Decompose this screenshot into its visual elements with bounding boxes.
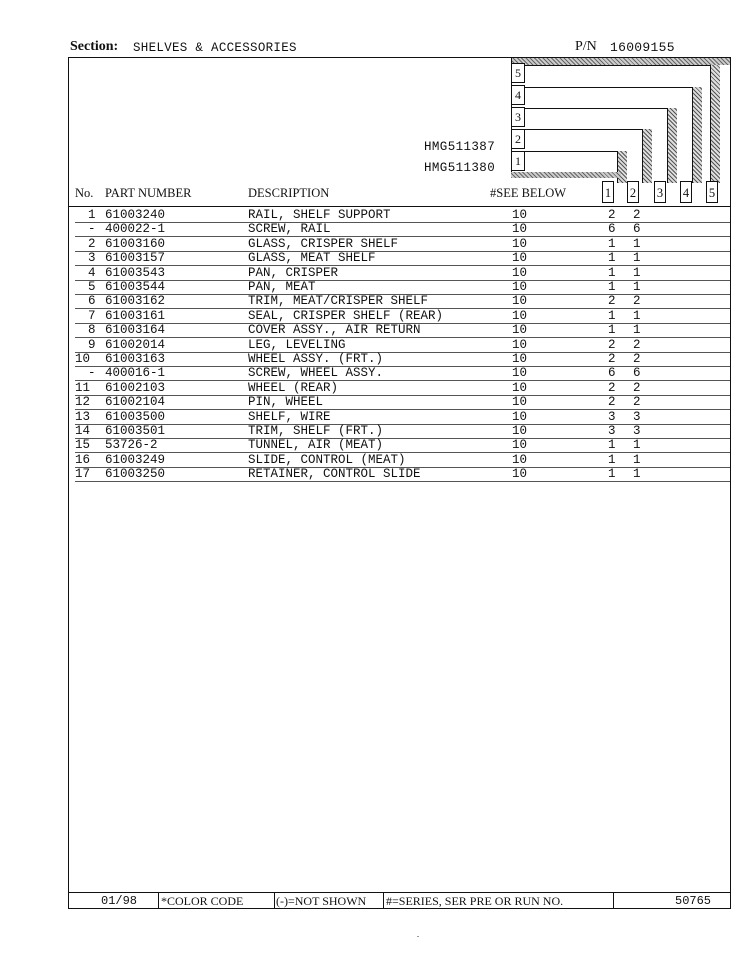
table-row — [0, 294, 750, 308]
column-header-see-below: #SEE BELOW — [490, 186, 567, 200]
row-qty-series-2: 1 — [633, 323, 641, 338]
row-description: TRIM, MEAT/CRISPER SHELF — [248, 294, 429, 309]
footer-page-number: 50765 — [675, 894, 712, 908]
row-qty-series-1: 1 — [608, 265, 616, 280]
row-number: 1 — [88, 208, 96, 222]
part-number-value: 16009155 — [610, 40, 675, 55]
row-description: RETAINER, CONTROL SLIDE — [248, 467, 421, 482]
row-part-number: 61003544 — [105, 280, 166, 294]
row-description: SHELF, WIRE — [248, 409, 331, 424]
table-row — [0, 208, 750, 222]
row-description: SLIDE, CONTROL (MEAT) — [248, 452, 406, 467]
row-qty-series-1: 1 — [608, 236, 616, 251]
row-part-number: 61003500 — [105, 409, 166, 424]
row-description: GLASS, CRISPER SHELF — [248, 236, 399, 251]
row-qty-series-2: 6 — [633, 366, 641, 381]
row-code: 10 — [512, 409, 528, 424]
row-description: TRIM, SHELF (FRT.) — [248, 424, 384, 438]
row-part-number: 61003157 — [105, 251, 166, 266]
footer-date: 01/98 — [101, 894, 138, 908]
model-number-2: HMG511380 — [424, 161, 496, 175]
row-qty-series-1: 1 — [608, 308, 616, 323]
row-qty-series-2: 2 — [633, 208, 641, 222]
row-number: 3 — [88, 251, 96, 266]
row-number: 12 — [75, 395, 91, 410]
row-part-number: 53726-2 — [105, 438, 158, 453]
column-header-series-5: 5 — [706, 181, 718, 203]
row-description: WHEEL ASSY. (FRT.) — [248, 352, 384, 366]
row-description: PAN, MEAT — [248, 280, 316, 294]
row-qty-series-1: 3 — [608, 409, 616, 424]
footer-color-code: *COLOR CODE — [161, 894, 244, 908]
row-qty-series-1: 2 — [608, 380, 616, 395]
row-part-number: 61003161 — [105, 308, 166, 323]
row-qty-series-1: 1 — [608, 438, 616, 453]
row-part-number: 61003250 — [105, 467, 166, 482]
table-row — [0, 381, 750, 395]
series-box-4: 4 — [511, 85, 525, 105]
row-qty-series-1: 2 — [608, 395, 616, 410]
row-number: 4 — [88, 265, 96, 280]
row-part-number: 61003163 — [105, 352, 166, 366]
row-part-number: 61003501 — [105, 424, 166, 438]
table-row — [0, 395, 750, 409]
row-code: 10 — [512, 424, 528, 438]
section-name: SHELVES & ACCESSORIES — [133, 41, 297, 55]
row-part-number: 61002104 — [105, 395, 166, 410]
series-box-5: 5 — [511, 63, 525, 83]
row-description: GLASS, MEAT SHELF — [248, 251, 376, 266]
row-description: SEAL, CRISPER SHELF (REAR) — [248, 308, 444, 323]
table-row — [0, 222, 750, 236]
row-code: 10 — [512, 265, 528, 280]
table-row — [0, 410, 750, 424]
row-part-number: 61003240 — [105, 208, 166, 222]
model-number-1: HMG511387 — [424, 140, 496, 154]
row-code: 10 — [512, 280, 528, 294]
row-qty-series-2: 6 — [633, 222, 641, 237]
series-box-2: 2 — [511, 129, 525, 149]
row-code: 10 — [512, 323, 528, 338]
row-number: 5 — [88, 280, 96, 294]
table-row — [0, 338, 750, 352]
row-qty-series-1: 1 — [608, 251, 616, 266]
row-description: PIN, WHEEL — [248, 395, 324, 410]
row-part-number: 61002014 — [105, 337, 166, 352]
row-qty-series-2: 3 — [633, 424, 641, 438]
row-qty-series-1: 2 — [608, 337, 616, 352]
row-number: 2 — [88, 236, 96, 251]
row-number: 15 — [75, 438, 91, 453]
row-qty-series-2: 2 — [633, 352, 641, 366]
column-header-series-4: 4 — [680, 181, 692, 203]
row-part-number: 61003162 — [105, 294, 166, 309]
row-qty-series-2: 1 — [633, 438, 641, 453]
footer-series-note: #=SERIES, SER PRE OR RUN NO. — [386, 894, 564, 908]
column-header-part-number: PART NUMBER — [105, 186, 192, 200]
row-code: 10 — [512, 236, 528, 251]
column-header-series-3: 3 — [654, 181, 666, 203]
part-number-label: P/N — [575, 39, 597, 54]
table-row — [0, 438, 750, 452]
row-qty-series-2: 1 — [633, 280, 641, 294]
table-row — [0, 237, 750, 251]
row-qty-series-2: 1 — [633, 467, 641, 482]
row-qty-series-2: 2 — [633, 337, 641, 352]
table-row — [0, 280, 750, 294]
table-row — [0, 467, 750, 481]
row-code: 10 — [512, 452, 528, 467]
row-description: LEG, LEVELING — [248, 337, 346, 352]
row-code: 10 — [512, 337, 528, 352]
row-number: - — [88, 366, 96, 381]
row-qty-series-2: 1 — [633, 308, 641, 323]
series-box-1: 1 — [511, 151, 525, 171]
table-row — [0, 352, 750, 366]
row-code: 10 — [512, 380, 528, 395]
series-box-3: 3 — [511, 107, 525, 127]
row-description: TUNNEL, AIR (MEAT) — [248, 438, 384, 453]
row-qty-series-1: 1 — [608, 467, 616, 482]
row-number: 14 — [75, 424, 91, 438]
row-qty-series-1: 3 — [608, 424, 616, 438]
row-code: 10 — [512, 366, 528, 381]
row-qty-series-1: 6 — [608, 366, 616, 381]
row-code: 10 — [512, 467, 528, 482]
row-part-number: 400022-1 — [105, 222, 166, 237]
row-number: 7 — [88, 308, 96, 323]
table-row — [0, 251, 750, 265]
row-number: 17 — [75, 467, 91, 482]
row-part-number: 61003160 — [105, 236, 166, 251]
row-description: SCREW, WHEEL ASSY. — [248, 366, 384, 381]
column-header-series-1: 1 — [602, 181, 614, 203]
row-number: 6 — [88, 294, 96, 309]
row-part-number: 400016-1 — [105, 366, 166, 381]
row-description: SCREW, RAIL — [248, 222, 331, 237]
column-header-description: DESCRIPTION — [248, 186, 330, 200]
table-row — [0, 323, 750, 337]
row-number: 10 — [75, 352, 91, 366]
row-code: 10 — [512, 395, 528, 410]
section-label: Section: — [70, 39, 119, 54]
row-qty-series-2: 2 — [633, 294, 641, 309]
row-number: 8 — [88, 323, 96, 338]
table-row — [0, 366, 750, 380]
row-qty-series-2: 1 — [633, 236, 641, 251]
row-description: RAIL, SHELF SUPPORT — [248, 208, 391, 222]
row-qty-series-1: 1 — [608, 280, 616, 294]
row-qty-series-2: 1 — [633, 265, 641, 280]
row-number: 9 — [88, 337, 96, 352]
column-header-series-2: 2 — [627, 181, 639, 203]
row-number: 16 — [75, 452, 91, 467]
row-code: 10 — [512, 251, 528, 266]
footer-bar — [68, 892, 731, 909]
row-code: 10 — [512, 352, 528, 366]
table-row — [0, 309, 750, 323]
row-qty-series-1: 1 — [608, 452, 616, 467]
row-qty-series-1: 1 — [608, 323, 616, 338]
row-code: 10 — [512, 294, 528, 309]
row-description: COVER ASSY., AIR RETURN — [248, 323, 421, 338]
row-part-number: 61003543 — [105, 265, 166, 280]
column-header-no: No. — [75, 186, 94, 200]
row-qty-series-1: 2 — [608, 208, 616, 222]
row-qty-series-2: 2 — [633, 395, 641, 410]
row-number: - — [88, 222, 96, 237]
row-qty-series-1: 2 — [608, 294, 616, 309]
row-part-number: 61002103 — [105, 380, 166, 395]
table-row — [0, 453, 750, 467]
row-qty-series-2: 3 — [633, 409, 641, 424]
row-number: 11 — [75, 380, 91, 395]
row-code: 10 — [512, 308, 528, 323]
row-qty-series-1: 6 — [608, 222, 616, 237]
row-qty-series-2: 2 — [633, 380, 641, 395]
table-row — [0, 266, 750, 280]
row-code: 10 — [512, 438, 528, 453]
row-description: WHEEL (REAR) — [248, 380, 339, 395]
row-description: PAN, CRISPER — [248, 265, 339, 280]
row-code: 10 — [512, 222, 528, 237]
row-qty-series-2: 1 — [633, 251, 641, 266]
row-rule — [75, 481, 730, 482]
row-number: 13 — [75, 409, 91, 424]
row-qty-series-2: 1 — [633, 452, 641, 467]
row-part-number: 61003249 — [105, 452, 166, 467]
footer-not-shown: (-)=NOT SHOWN — [276, 894, 367, 908]
row-code: 10 — [512, 208, 528, 222]
row-qty-series-1: 2 — [608, 352, 616, 366]
row-part-number: 61003164 — [105, 323, 166, 338]
table-row — [0, 424, 750, 438]
